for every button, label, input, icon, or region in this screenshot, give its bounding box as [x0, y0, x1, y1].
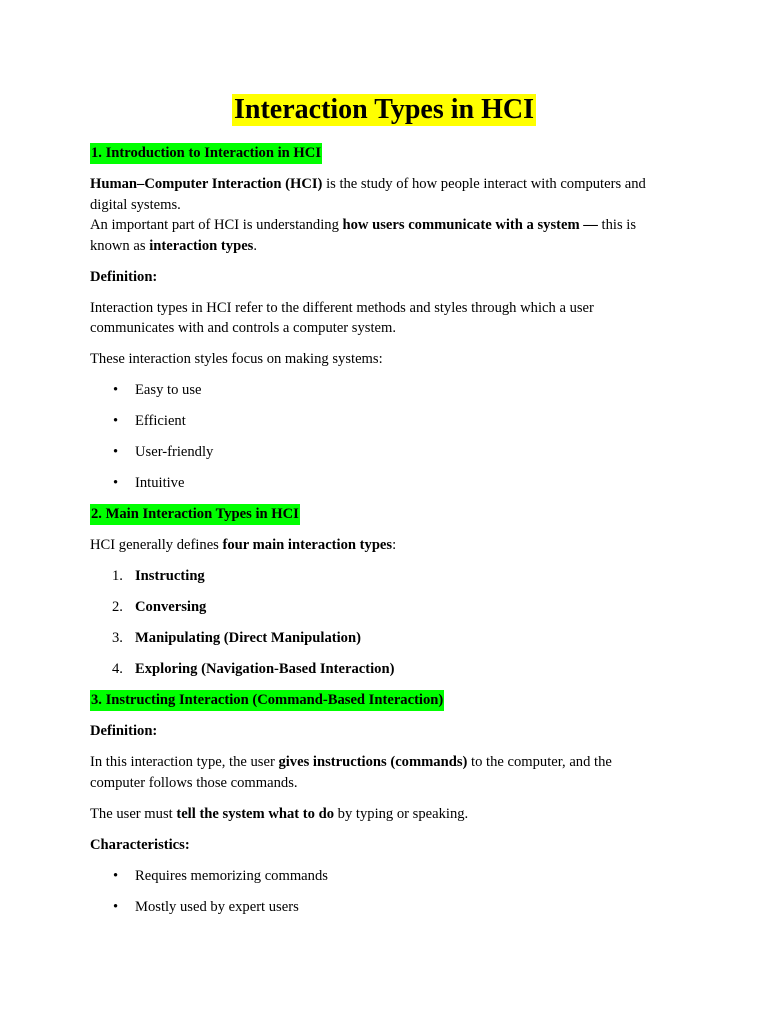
title-container	[0, 94, 768, 126]
bullet-icon: •	[113, 444, 119, 460]
bullet-icon: •	[113, 475, 119, 491]
list-item-text: User-friendly	[135, 444, 214, 460]
definition-line-2: communicates with and controls a computer system.	[90, 320, 396, 336]
list-item	[90, 566, 690, 587]
list-item-text: Exploring (Navigation-Based Interaction)	[135, 661, 395, 677]
list-item-text: Conversing	[135, 599, 207, 615]
list-item-text: Manipulating (Direct Manipulation)	[135, 630, 361, 646]
list-item-text: Efficient	[135, 413, 186, 429]
list-item	[90, 866, 690, 887]
intro-text-c: An important part of HCI is understanding	[90, 217, 343, 233]
definition-label: Definition:	[90, 723, 158, 739]
types-intro-text-a: HCI generally defines	[90, 537, 223, 553]
types-intro-paragraph	[90, 535, 690, 556]
list-item	[90, 597, 690, 618]
list-item	[90, 380, 690, 401]
section-3-heading: 3. Instructing Interaction (Command-Based Interaction)	[90, 690, 444, 711]
types-intro-text-b: :	[392, 537, 397, 553]
instructing-user-bold: tell the system what to do	[176, 805, 335, 822]
intro-bold-interaction-types: interaction types	[149, 237, 254, 254]
interaction-types-list	[90, 566, 690, 680]
list-item-text: Intuitive	[135, 475, 185, 491]
instructing-text-line-2: computer follows those commands.	[90, 774, 298, 791]
list-number: 1.	[112, 568, 123, 584]
list-number: 3.	[112, 630, 123, 646]
intro-text-a: is the study of how people interact with computers and	[322, 176, 646, 192]
section-1-heading: 1. Introduction to Interaction in HCI	[90, 143, 322, 164]
types-intro-bold: four main interaction types	[222, 537, 393, 553]
bullet-icon: •	[113, 898, 119, 915]
list-item	[90, 442, 690, 463]
list-item-text: Instructing	[135, 568, 205, 584]
instructing-user-paragraph	[90, 804, 690, 825]
bullet-icon: •	[113, 382, 119, 398]
list-item	[90, 659, 690, 680]
list-item-text: Easy to use	[135, 382, 202, 398]
list-item-text: Requires memorizing commands	[135, 867, 328, 884]
instructing-definition-paragraph	[90, 752, 690, 793]
intro-text-e: known as	[90, 237, 150, 254]
list-item-text: Mostly used by expert users	[135, 898, 299, 915]
list-item	[90, 473, 690, 494]
list-number: 2.	[112, 599, 123, 615]
instructing-bold-commands: gives instructions (commands)	[278, 754, 468, 770]
list-item	[90, 411, 690, 432]
intro-bold-communicate: how users communicate with a system —	[342, 217, 598, 233]
page-title: Interaction Types in HCI	[234, 94, 534, 125]
intro-paragraph	[90, 174, 690, 256]
characteristics-bullet-list	[90, 866, 690, 918]
intro-text-d: this is	[597, 217, 637, 233]
list-item	[90, 897, 690, 918]
instructing-text-a: In this interaction type, the user	[90, 754, 279, 770]
hci-term: Human–Computer Interaction (HCI)	[90, 176, 323, 192]
bullet-icon: •	[113, 413, 119, 429]
intro-text-b: digital systems.	[90, 196, 181, 213]
section-2-heading: 2. Main Interaction Types in HCI	[90, 504, 300, 525]
list-item	[90, 628, 690, 649]
instructing-user-text-b: by typing or speaking.	[334, 805, 469, 822]
instructing-user-text-a: The user must	[90, 805, 177, 822]
definition-label: Definition:	[90, 268, 158, 285]
list-number: 4.	[112, 661, 123, 677]
intro-text-f: .	[253, 237, 258, 254]
document-body	[90, 143, 690, 917]
instructing-text-b: to the computer, and the	[467, 754, 612, 770]
definition-paragraph	[90, 298, 690, 339]
focus-bullet-list	[90, 380, 690, 494]
bullet-icon: •	[113, 867, 119, 884]
definition-line-1: Interaction types in HCI refer to the different methods and styles through which a user	[90, 299, 594, 316]
focus-paragraph: These interaction styles focus on making systems:	[90, 351, 383, 367]
characteristics-label: Characteristics:	[90, 836, 190, 853]
